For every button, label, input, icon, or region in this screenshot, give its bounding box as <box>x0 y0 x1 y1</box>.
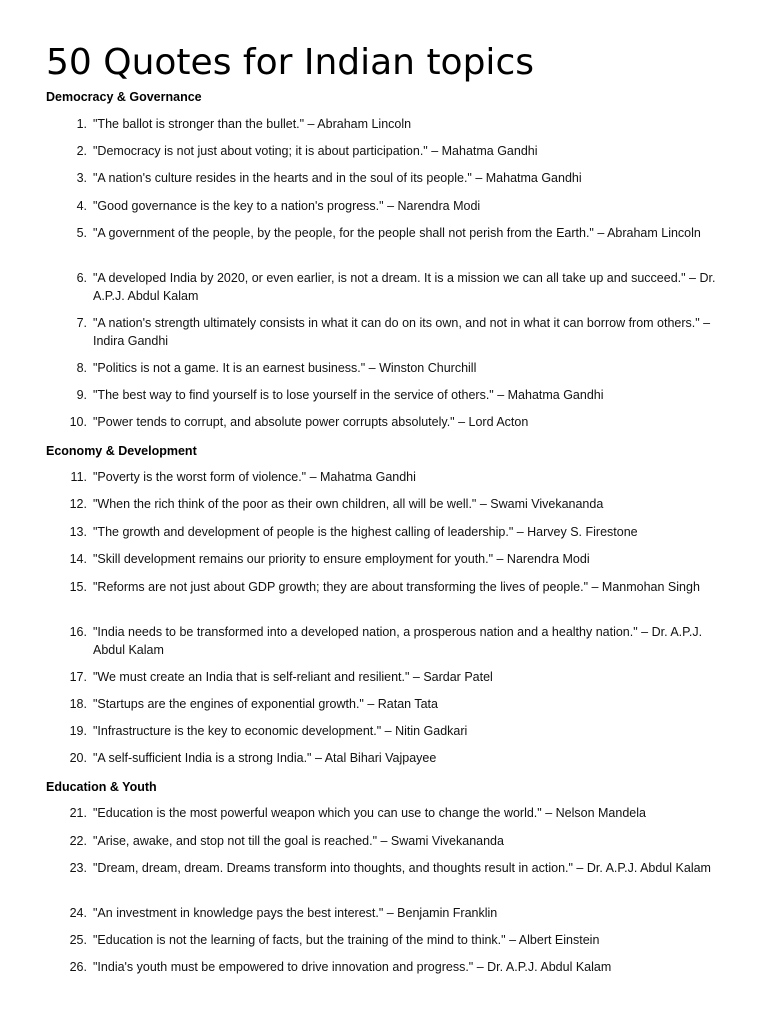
list-item-number: 17. <box>69 670 87 684</box>
list-item <box>46 932 726 950</box>
list-item-number: 22. <box>69 834 87 848</box>
list-item <box>46 551 726 569</box>
list-item <box>46 959 726 977</box>
list-item-text: "Education is not the learning of facts, but the training of the mind to think." – Albert Einstein <box>93 933 600 947</box>
list-item <box>46 170 726 188</box>
list-item <box>46 723 726 741</box>
list-item-number: 11. <box>70 470 87 484</box>
list-item <box>46 750 726 768</box>
list-item-number: 26. <box>69 960 87 974</box>
list-item-text: "An investment in knowledge pays the best interest." – Benjamin Franklin <box>93 906 498 920</box>
list-item-text: "Power tends to corrupt, and absolute power corrupts absolutely." – Lord Acton <box>93 415 529 429</box>
list-item-number: 18. <box>69 697 87 711</box>
list-item <box>46 225 726 243</box>
list-item-number: 4. <box>76 199 87 213</box>
list-item-text: "Politics is not a game. It is an earnest business." – Winston Churchill <box>93 361 477 375</box>
list-item-text: "Skill development remains our priority to ensure employment for youth." – Narendra Modi <box>93 552 590 566</box>
list-item-text: "Arise, awake, and stop not till the goal is reached." – Swami Vivekananda <box>93 834 504 848</box>
list-item-number: 10. <box>69 415 87 429</box>
list-item-number: 14. <box>69 552 87 566</box>
list-item <box>46 624 726 659</box>
list-item <box>46 315 726 350</box>
list-item-text: "A nation's strength ultimately consists in what it can do on its own, and not in what it can borrow from others." – Indira Gandhi <box>93 316 711 348</box>
list-item-text: "The growth and development of people is the highest calling of leadership." – Harvey S. Firestone <box>93 525 638 539</box>
list-item-text: "Democracy is not just about voting; it is about participation." – Mahatma Gandhi <box>93 144 538 158</box>
list-item-text: "A nation's culture resides in the hearts and in the soul of its people." – Mahatma Gandhi <box>93 171 582 185</box>
list-item-text: "A government of the people, by the people, for the people shall not perish from the Earth." – Abraham Lincoln <box>93 226 701 240</box>
list-item <box>46 860 726 878</box>
list-item <box>46 116 726 134</box>
list-item-text: "Startups are the engines of exponential growth." – Ratan Tata <box>93 697 438 711</box>
list-item-number: 15. <box>69 580 87 594</box>
list-item <box>46 387 726 405</box>
list-item-number: 21. <box>69 806 87 820</box>
list-item-number: 19. <box>69 724 87 738</box>
list-item-number: 5. <box>76 226 87 240</box>
list-item-number: 3. <box>76 171 87 185</box>
list-item-text: "The best way to find yourself is to lose yourself in the service of others." – Mahatma Gandhi <box>93 388 604 402</box>
list-item-text: "Infrastructure is the key to economic development." – Nitin Gadkari <box>93 724 468 738</box>
list-item <box>46 469 726 487</box>
list-item-number: 16. <box>69 625 87 639</box>
list-item <box>46 696 726 714</box>
list-item <box>46 905 726 923</box>
list-item-text: "The ballot is stronger than the bullet." – Abraham Lincoln <box>93 117 412 131</box>
list-item-text: "When the rich think of the poor as their own children, all will be well." – Swami Vivekananda <box>93 497 604 511</box>
list-item-number: 13. <box>69 525 87 539</box>
list-item <box>46 833 726 851</box>
list-item <box>46 198 726 216</box>
document-title: 50 Quotes for Indian topics <box>46 42 534 83</box>
list-item-text: "Dream, dream, dream. Dreams transform into thoughts, and thoughts result in action." – Dr. A.P.J. Abdul Kalam <box>93 861 711 875</box>
list-item-text: "We must create an India that is self-reliant and resilient." – Sardar Patel <box>93 670 493 684</box>
list-item-number: 6. <box>76 271 87 285</box>
list-item-text: "India needs to be transformed into a developed nation, a prosperous nation and a healthy nation." – Dr. A.P.J. Abdul Kalam <box>93 625 703 657</box>
list-item-number: 9. <box>76 388 87 402</box>
list-item-number: 12. <box>69 497 87 511</box>
list-item-number: 23. <box>69 861 87 875</box>
list-item-text: "Poverty is the worst form of violence." – Mahatma Gandhi <box>93 470 416 484</box>
list-item <box>46 496 726 514</box>
list-item-text: "A self-sufficient India is a strong India." – Atal Bihari Vajpayee <box>93 751 437 765</box>
list-item-number: 8. <box>76 361 87 375</box>
list-item <box>46 270 726 305</box>
list-item <box>46 143 726 161</box>
list-item-number: 20. <box>69 751 87 765</box>
section-heading-democracy-governance: Democracy & Governance <box>46 90 202 104</box>
list-item-text: "Good governance is the key to a nation's progress." – Narendra Modi <box>93 199 481 213</box>
section-heading-education-youth: Education & Youth <box>46 780 157 794</box>
list-item-text: "India's youth must be empowered to drive innovation and progress." – Dr. A.P.J. Abdul Kalam <box>93 960 612 974</box>
list-item <box>46 524 726 542</box>
list-item-text: "A developed India by 2020, or even earlier, is not a dream. It is a mission we can all take up and succeed." – Dr. A.P.J. Abdul Kalam <box>93 271 716 303</box>
list-item <box>46 669 726 687</box>
section-heading-economy-development: Economy & Development <box>46 444 197 458</box>
list-item-text: "Education is the most powerful weapon which you can use to change the world." – Nelson Mandela <box>93 806 646 820</box>
list-item-number: 1. <box>76 117 87 131</box>
list-item-number: 24. <box>69 906 87 920</box>
list-item <box>46 579 726 597</box>
list-item-number: 25. <box>69 933 87 947</box>
list-item-text: "Reforms are not just about GDP growth; they are about transforming the lives of people." – Manmohan Singh <box>93 580 700 594</box>
list-item <box>46 360 726 378</box>
list-item <box>46 414 726 432</box>
list-item-number: 7. <box>76 316 87 330</box>
list-item-number: 2. <box>76 144 87 158</box>
list-item <box>46 805 726 823</box>
